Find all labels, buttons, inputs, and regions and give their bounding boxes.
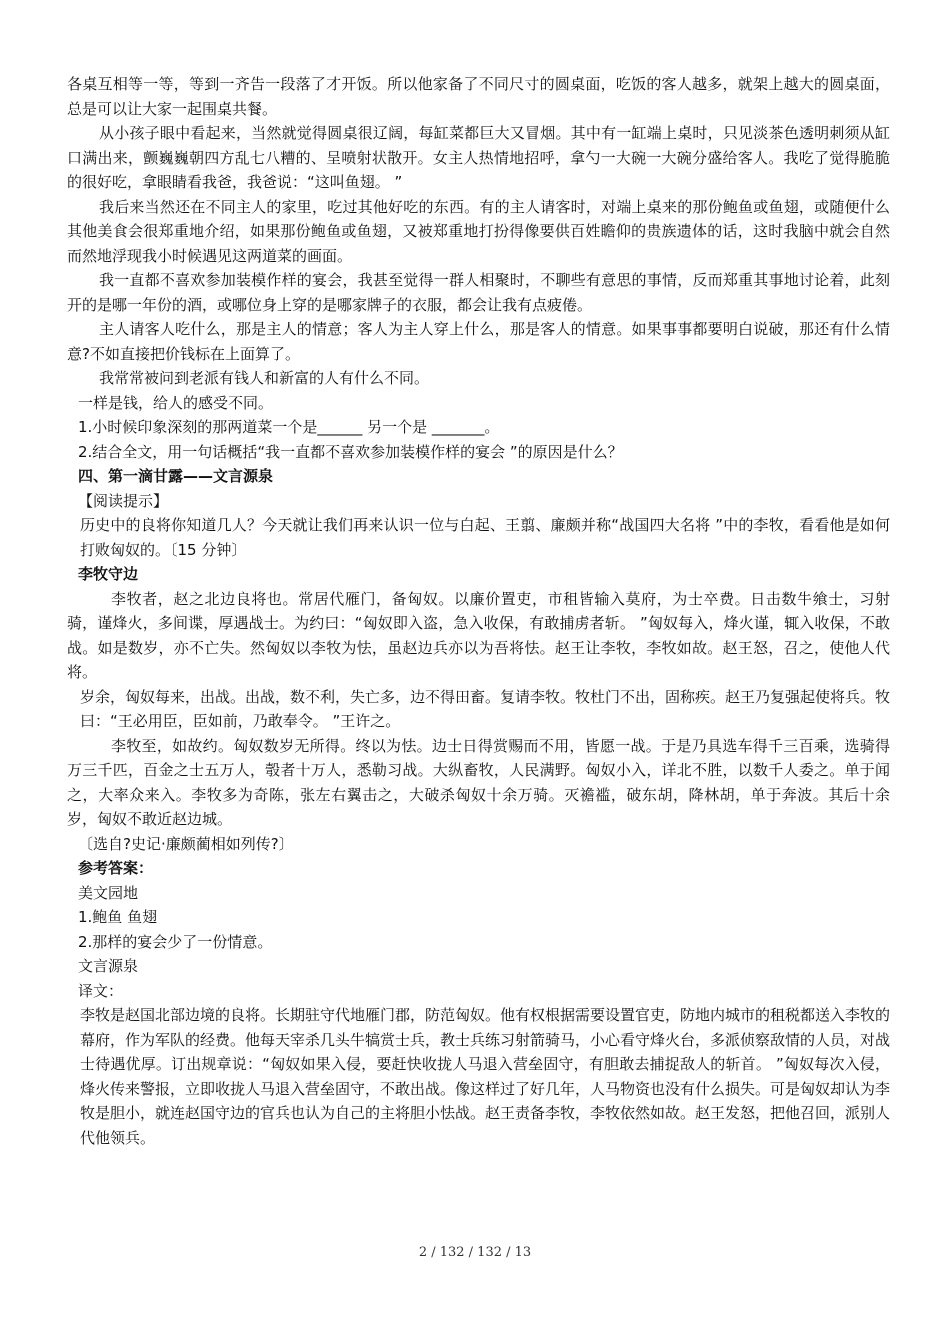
paragraph-5: 主人请客人吃什么，那是主人的情意；客人为主人穿上什么，那是客人的情意。如果事事都要明白说破，那还有什么情意?不如直接把价钱标在上面算了。	[67, 320, 890, 363]
question-2: 2.结合全文，用一句话概括“我一直都不喜欢参加装模作样的宴会 ”的原因是什么？	[78, 442, 623, 461]
paragraph-4: 我一直都不喜欢参加装模作样的宴会，我甚至觉得一群人相聚时，不聊些有意思的事情，反而郑重其事地讨论着，此刻开的是哪一年份的酒，或哪位身上穿的是哪家牌子的衣服，都会让我有点疲倦。	[67, 271, 890, 314]
answers-subheading-prose: 美文园地	[78, 883, 139, 902]
classical-paragraph-1: 李牧者，赵之北边良将也。常居代雁门，备匈奴。以廉价置吏，市租皆输入莫府，为士卒费。日击数牛飨士，习射骑，谨烽火，多间谍，厚遇战士。为约曰：“匈奴即入盗，急入收保，有敢捕虏者斩。 ”匈奴每入，烽火谨，辄入收保，不敢战。如是数岁，亦不亡失。然匈奴以李牧为怯，虽赵边兵亦以为吾将怯。赵王让李牧，李牧如故。赵王怒，召之，使他人代将。	[67, 589, 890, 681]
paragraph-2: 从小孩子眼中看起来，当然就觉得圆桌很辽阔，每缸菜都巨大又冒烟。其中有一缸端上桌时，只见淡茶色透明刺须从缸口满出来，颤巍巍朝四方乱七八糟的、呈喷射状散开。女主人热情地招呼，拿勺一大碗一大碗分盛给客人。我吃了觉得脆脆的很好吃，拿眼睛看我爸，我爸说：“这叫鱼翅。 ”	[67, 124, 890, 191]
reading-tip-label: 【阅读提示】	[78, 491, 169, 510]
classical-paragraph-2: 岁余，匈奴每来，出战。出战，数不利，失亡多，边不得田畜。复请李牧。牧杜门不出，固称疾。赵王乃复强起使将兵。牧曰：“王必用臣，臣如前，乃敢奉令。 ”王许之。	[80, 687, 891, 730]
answer-2: 2.那样的宴会少了一份情意。	[78, 932, 273, 951]
reading-tip-text: 历史中的良将你知道几人？今天就让我们再来认识一位与白起、王翦、廉颇并称“战国四大名将 ”中的李牧，看看他是如何打败匈奴的。〔15 分钟〕	[80, 516, 890, 559]
translation-text: 李牧是赵国北部边境的良将。长期驻守代地雁门郡，防范匈奴。他有权根据需要设置官吏，防地内城市的租税都送入李牧的幕府，作为军队的经费。他每天宰杀几头牛犒赏士兵，教士兵练习射箭骑马，小心看守烽火台，多派侦察敌情的人员，对战士待遇优厚。订出规章说：“匈奴如果入侵，要赶快收拢人马退入营垒固守，有胆敢去捕捉敌人的斩首。 ”匈奴每次入侵，烽火传来警报，立即收拢人马退入营垒固守，不敢出战。像这样过了好几年，人马物资也没有什么损失。可是匈奴却认为李牧是胆小，就连赵国守边的官兵也认为自己的主将胆小怯战。赵王责备李牧，李牧依然如故。赵王发怒，把他召回，派别人代他领兵。	[80, 1006, 891, 1147]
source-citation: 〔选自?史记·廉颇蔺相如列传?〕	[78, 834, 294, 853]
document-body	[67, 72, 890, 1150]
paragraph-7: 一样是钱，给人的感受不同。	[78, 393, 274, 412]
translation-label: 译文：	[78, 981, 124, 1000]
paragraph-6: 我常常被问到老派有钱人和新富的人有什么不同。	[99, 369, 430, 387]
paragraph-3: 我后来当然还在不同主人的家里，吃过其他好吃的东西。有的主人请客时，对端上桌来的那份鲍鱼或鱼翅，或随便什么其他美食会很郑重地介绍，如果那份鲍鱼或鱼翅，又被郑重地打扮得像要供百姓瞻仰的贵族遗体的话，这时我脑中就会自然而然地浮现我小时候遇见这两道菜的画面。	[67, 197, 890, 265]
answers-heading: 参考答案：	[78, 859, 154, 877]
classical-paragraph-3: 李牧至，如故约。匈奴数岁无所得。终以为怯。边士日得赏赐而不用，皆愿一战。于是乃具选车得千三百乘，选骑得万三千匹，百金之士五万人，彀者十万人，悉勒习战。大纵畜牧，人民满野。匈奴小入，详北不胜，以数千人委之。单于闻之，大率众来入。李牧多为奇陈，张左右翼击之，大破杀匈奴十余万骑。灭襜褴，破东胡，降林胡，单于奔波。其后十余岁，匈奴不敢近赵边城。	[67, 736, 890, 828]
section-heading: 四、第一滴甘露——文言源泉	[78, 467, 274, 485]
page-number: 2 / 132 / 132 / 13	[418, 1245, 532, 1260]
classical-text-title: 李牧守边	[78, 565, 139, 583]
paragraph-1: 各桌互相等一等，等到一齐告一段落了才开饭。所以他家备了不同尺寸的圆桌面，吃饭的客人越多，就架上越大的圆桌面，总是可以让大家一起围桌共餐。	[67, 75, 890, 118]
answers-subheading-classical: 文言源泉	[78, 957, 139, 975]
question-1: 1.小时候印象深刻的那两道菜一个是______ 另一个是 _______。	[78, 418, 500, 436]
answer-1: 1.鲍鱼 鱼翅	[78, 908, 158, 926]
